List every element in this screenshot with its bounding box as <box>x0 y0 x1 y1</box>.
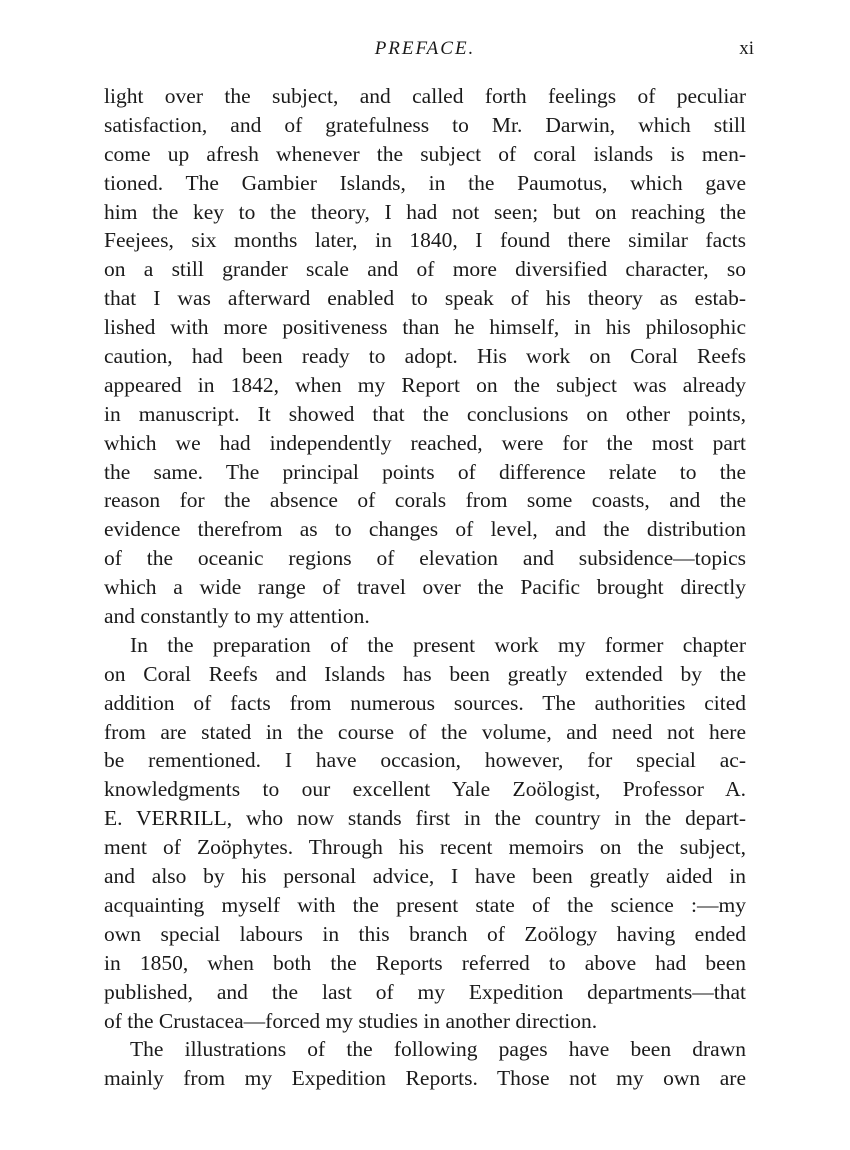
text-line: on Coral Reefs and Islands has been greatly extended by the <box>104 661 746 686</box>
text-line: published, and the last of my Expedition departments—that <box>104 979 746 1004</box>
text-line: on a still grander scale and of more diversified character, so <box>104 257 746 282</box>
paragraph-1 <box>104 82 746 631</box>
running-title: PREFACE. <box>374 38 476 59</box>
text-line: come up afresh whenever the subject of coral islands is men- <box>104 141 746 166</box>
paragraph-3 <box>104 1035 746 1093</box>
text-line: that I was afterward enabled to speak of his theory as estab- <box>104 286 746 311</box>
text-line: addition of facts from numerous sources. The authorities cited <box>104 690 746 715</box>
text-line: evidence therefrom as to changes of level, and the distribution <box>104 517 746 542</box>
text-line: tioned. The Gambier Islands, in the Paumotus, which gave <box>104 170 746 195</box>
text-line: and also by his personal advice, I have been greatly aided in <box>104 864 746 889</box>
text-line: from are stated in the course of the volume, and need not here <box>104 719 746 744</box>
body-text <box>104 82 746 1093</box>
text-line: lished with more positiveness than he himself, in his philosophic <box>104 315 746 340</box>
text-line: of the Crustacea—forced my studies in another direction. <box>104 1008 598 1033</box>
text-line: in 1850, when both the Reports referred to above had been <box>104 950 746 975</box>
text-line: him the key to the theory, I had not seen; but on reaching the <box>104 199 746 224</box>
text-line: in manuscript. It showed that the conclusions on other points, <box>104 401 746 426</box>
text-line: satisfaction, and of gratefulness to Mr. Darwin, which still <box>104 112 746 137</box>
paragraph-2 <box>104 631 746 1035</box>
running-head <box>104 38 754 68</box>
text-line: and constantly to my attention. <box>104 604 370 629</box>
page-number: xi <box>739 38 754 59</box>
text-line: of the oceanic regions of elevation and subsidence—topics <box>104 546 746 571</box>
text-line: appeared in 1842, when my Report on the subject was already <box>104 372 746 397</box>
text-line: acquainting myself with the present state of the science :—my <box>104 892 746 917</box>
text-line: Feejees, six months later, in 1840, I found there similar facts <box>104 228 746 253</box>
text-line: be rementioned. I have occasion, however, for special ac- <box>104 748 746 773</box>
text-line: The illustrations of the following pages have been drawn <box>130 1037 746 1062</box>
text-line: which we had independently reached, were for the most part <box>104 430 746 455</box>
text-line: the same. The principal points of difference relate to the <box>104 459 746 484</box>
text-line: mainly from my Expedition Reports. Those not my own are <box>104 1066 746 1091</box>
text-line: caution, had been ready to adopt. His work on Coral Reefs <box>104 344 746 369</box>
text-line: which a wide range of travel over the Pacific brought directly <box>104 575 746 600</box>
text-line: E. VERRILL, who now stands first in the country in the depart- <box>104 806 746 831</box>
text-line: ment of Zoöphytes. Through his recent memoirs on the subject, <box>104 835 746 860</box>
text-line: knowledgments to our excellent Yale Zoölogist, Professor A. <box>104 777 746 802</box>
text-line: In the preparation of the present work my former chapter <box>130 632 746 657</box>
text-line: reason for the absence of corals from some coasts, and the <box>104 488 746 513</box>
text-line: own special labours in this branch of Zoölogy having ended <box>104 921 746 946</box>
text-line: light over the subject, and called forth feelings of peculiar <box>104 84 746 108</box>
